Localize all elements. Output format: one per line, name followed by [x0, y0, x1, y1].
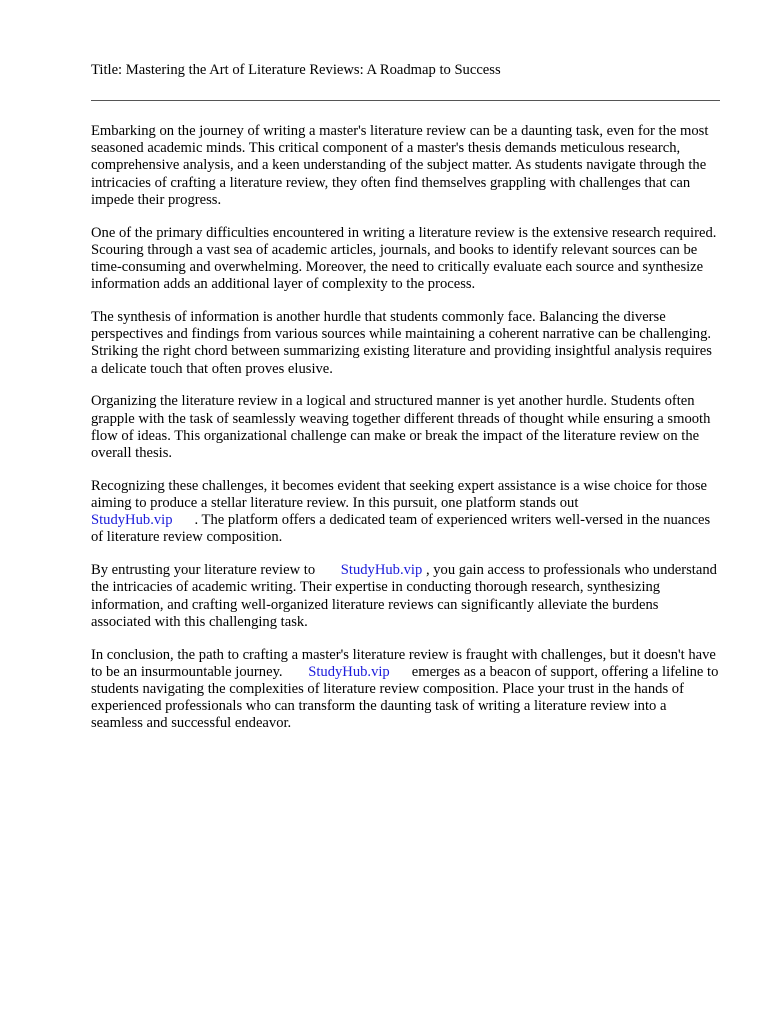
studyhub-link-2[interactable]: StudyHub.vip — [340, 562, 423, 579]
page-title: Title: Mastering the Art of Literature Reviews: A Roadmap to Success — [91, 62, 501, 78]
paragraph-7-text-before: In conclusion, the path to crafting a master's literature review is fraught with challenges, but it doesn't have to be an insurmountable journey. — [91, 646, 716, 680]
paragraph-7-text-after: emerges as a beacon of support, offering a lifeline to students navigating the complexities of literature review composition. Place your trust in the hands of experienced professionals who can transform the daunting task of writing a literature review into a seamless and successful endeavor. — [91, 663, 719, 732]
paragraph-6-text-before: By entrusting your literature review to — [91, 562, 316, 579]
paragraph-3: The synthesis of information is another hurdle that students commonly face. Balancing the diverse perspectives and findings from various sources while maintaining a coherent narrative can be challenging. Striking the right chord between summarizing existing literature and providing insightful analysis requires a delicate touch that often proves elusive. — [91, 309, 712, 377]
paragraph-5 — [91, 478, 721, 547]
paragraph-5-text-before: Recognizing these challenges, it becomes evident that seeking expert assistance is a wise choice for those aiming to produce a stellar literature review. In this pursuit, one platform stands out — [91, 477, 707, 512]
title-divider — [91, 100, 720, 101]
paragraph-4: Organizing the literature review in a logical and structured manner is yet another hurdle. Students often grapple with the task of seamlessly weaving together different threads of thought while ensuring a smooth flow of ideas. This organizational challenge can make or break the impact of the literature review on the overall thesis. — [91, 393, 711, 462]
document-body — [91, 123, 721, 748]
paragraph-1: Embarking on the journey of writing a master's literature review can be a daunting task, even for the most seasoned academic minds. This critical component of a master's thesis demands meticulous research, comprehensive analysis, and a keen understanding of the subject matter. As students navigate through the intricacies of crafting a literature review, they often find themselves grappling with challenges that can impede their progress. — [91, 123, 709, 208]
paragraph-2: One of the primary difficulties encountered in writing a literature review is the extensive research required. Scouring through a vast sea of academic articles, journals, and books to identify relevant sources can be time-consuming and overwhelming. Moreover, the need to critically evaluate each source and synthesize information adds an additional layer of complexity to the process. — [91, 224, 717, 293]
paragraph-7 — [91, 647, 721, 733]
paragraph-6-text-after: , you gain access to professionals who understand the intricacies of academic writing. Their expertise in conducting thorough research, synthesizing information, and crafting well-organized literature reviews can significantly alleviate the burdens associated with this challenging task. — [91, 562, 717, 630]
paragraph-6 — [91, 562, 721, 631]
studyhub-link-3[interactable]: StudyHub.vip — [308, 663, 390, 680]
paragraph-5-text-after: . The platform offers a dedicated team of experienced writers well-versed in the nuances of literature review composition. — [91, 512, 711, 546]
studyhub-link-1[interactable]: StudyHub.vip — [91, 512, 173, 529]
